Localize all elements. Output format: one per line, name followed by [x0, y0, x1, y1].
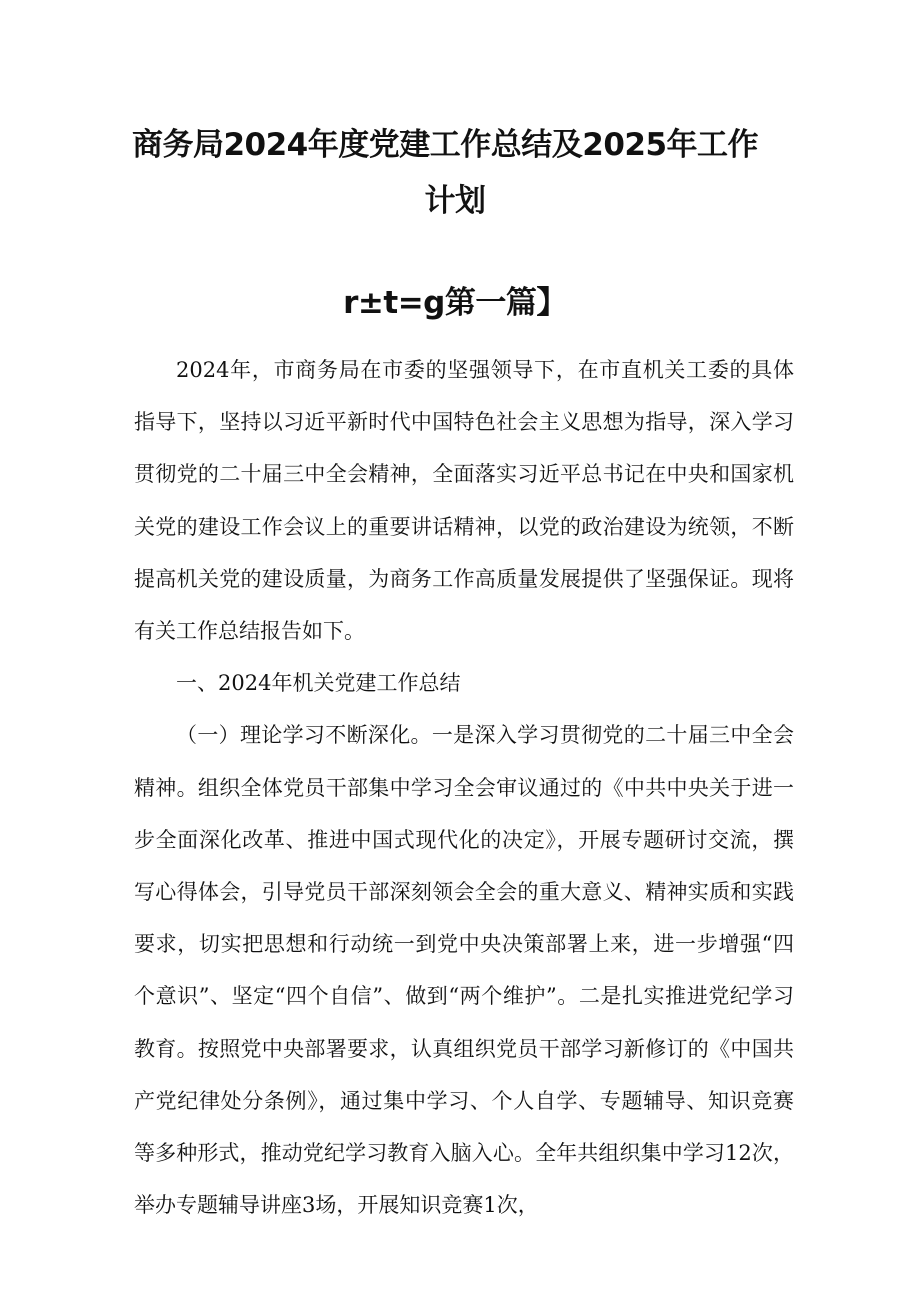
document-section-heading: r±t=g第一篇】: [343, 285, 567, 321]
intro-paragraph: 2024年，市商务局在市委的坚强领导下，在市直机关工委的具体指导下，坚持以习近平新时代中国特色社会主义思想为指导，深入学习贯彻党的二十届三中全会精神，全面落实习近平总书记在中央和国家机关党的建设工作会议上的重要讲话精神，以党的政治建设为统领，不断提高机关党的建设质量，为商务工作高质量发展提供了坚强保证。现将有关工作总结报告如下。: [134, 358, 794, 644]
document-title-line-1: 商务局2024年度党建工作总结及2025年工作: [131, 127, 759, 163]
section-heading-paragraph: 一、2024年机关党建工作总结: [176, 671, 461, 696]
subsection-paragraph: （一）理论学习不断深化。一是深入学习贯彻党的二十届三中全会精神。组织全体党员干部集中学习全会审议通过的《中共中央关于进一步全面深化改革、推进中国式现代化的决定》，开展专题研讨交流，撰写心得体会，引导党员干部深刻领会全会的重大意义、精神实质和实践要求，切实把思想和行动统一到党中央决策部署上来，进一步增强“四个意识”、坚定“四个自信”、做到“两个维护”。二是扎实推进党纪学习教育。按照党中央部署要求，认真组织党员干部学习新修订的《中国共产党纪律处分条例》，通过集中学习、个人自学、专题辅导、知识竞赛等多种形式，推动党纪学习教育入脑入心。全年共组织集中学习12次，举办专题辅导讲座3场，开展知识竞赛1次，: [134, 723, 794, 1218]
document-title-line-2: 计划: [424, 183, 486, 219]
document-body: [134, 344, 794, 1231]
